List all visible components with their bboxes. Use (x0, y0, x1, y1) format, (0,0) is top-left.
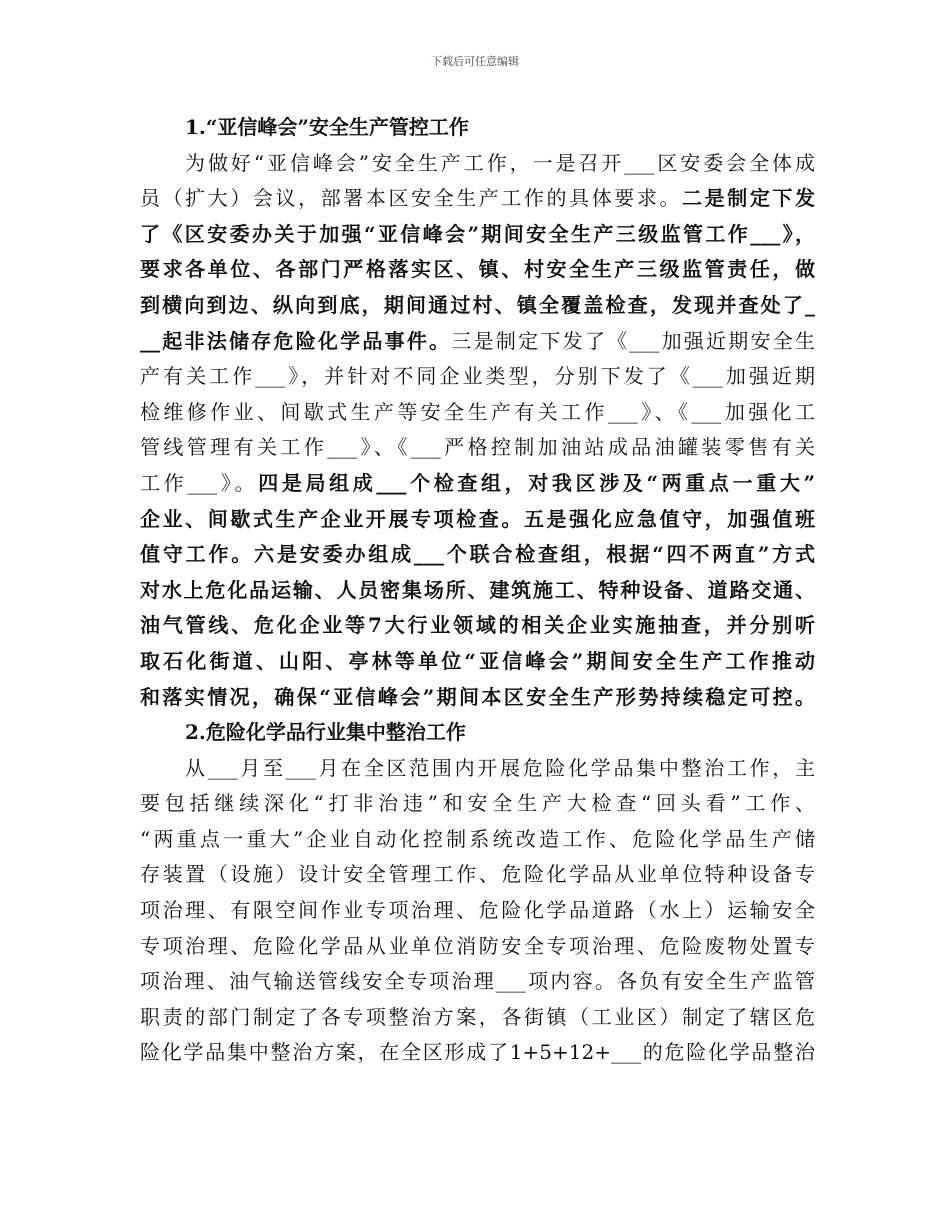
text-line: 检维修作业、间歇式生产等安全生产有关工作___》、《___加强化工 (140, 399, 815, 424)
document-body (140, 110, 815, 1071)
text-line: 险化学品集中整治方案，在全区形成了1+5+12+___的危险化学品整治 (140, 1040, 815, 1065)
text-line: 取石化街道、山阳、亭林等单位“亚信峰会”期间安全生产工作推动 (140, 648, 815, 673)
text-line: 管线管理有关工作___》、《___严格控制加油站成品油罐装零售有关 (140, 435, 815, 460)
text-line: 存装置（设施）设计安全管理工作、危险化学品从业单位特种设备专 (140, 862, 815, 887)
text-line: 了《区安委办关于加强“亚信峰会”期间安全生产三级监管工作___》， (140, 221, 815, 246)
text-line: 专项治理、危险化学品从业单位消防安全专项治理、危险废物处置专 (140, 933, 815, 958)
section-heading: 1.“亚信峰会”安全生产管控工作 (185, 115, 469, 139)
text-line: 产有关工作___》，并针对不同企业类型，分别下发了《___加强近期 (140, 364, 815, 389)
text-segment: 二是制定下发 (682, 186, 815, 211)
section-heading: 2.危险化学品行业集中整治工作 (185, 720, 466, 745)
text-line: 从___月至___月在全区范围内开展危险化学品集中整治工作，主 (185, 755, 815, 780)
text-line: 和落实情况，确保“亚信峰会”期间本区安全生产形势持续稳定可控。 (140, 684, 815, 709)
text-line: 要包括继续深化“打非治违”和安全生产大检查“回头看”工作、 (140, 791, 815, 816)
text-segment: 员（扩大）会议，部署本区安全生产工作的具体要求。 (140, 186, 683, 211)
page-header: 下载后可任意编辑 (431, 55, 519, 68)
text-line: 职责的部门制定了各专项整治方案，各街镇（工业区）制定了辖区危 (140, 1004, 815, 1029)
text-line: 到横向到边、纵向到底，期间通过村、镇全覆盖检查，发现并查处了_ (140, 292, 815, 317)
text-segment: __起非法储存危险化学品事件。 (140, 328, 452, 353)
text-segment: 工作___》。 (140, 470, 259, 495)
text-line (140, 324, 815, 360)
text-line (140, 466, 815, 502)
text-line: 要求各单位、各部门严格落实区、镇、村安全生产三级监管责任，做 (140, 257, 815, 282)
text-line: “两重点一重大”企业自动化控制系统改造工作、危险化学品生产储 (140, 826, 815, 851)
text-segment: 三是制定下发了《___加强近期安全生 (451, 328, 815, 353)
text-line: 项治理、有限空间作业专项治理、危险化学品道路（水上）运输安全 (140, 898, 815, 923)
text-line: 值守工作。六是安委办组成___个联合检查组，根据“四不两直”方式 (140, 542, 815, 567)
text-line: 为做好“亚信峰会”安全生产工作，一是召开___区安委会全体成 (185, 150, 815, 175)
text-line: 项治理、油气输送管线安全专项治理___项内容。各负有安全生产监管 (140, 969, 815, 994)
text-line: 企业、间歇式生产企业开展专项检查。五是强化应急值守，加强值班 (140, 506, 815, 531)
text-segment: 四是局组成___个检查组，对我区涉及“两重点一重大” (258, 470, 815, 495)
text-line: 油气管线、危化企业等7大行业领域的相关企业实施抽查，并分别听 (140, 613, 815, 638)
text-line (140, 181, 815, 217)
text-line: 对水上危化品运输、人员密集场所、建筑施工、特种设备、道路交通、 (140, 577, 815, 602)
